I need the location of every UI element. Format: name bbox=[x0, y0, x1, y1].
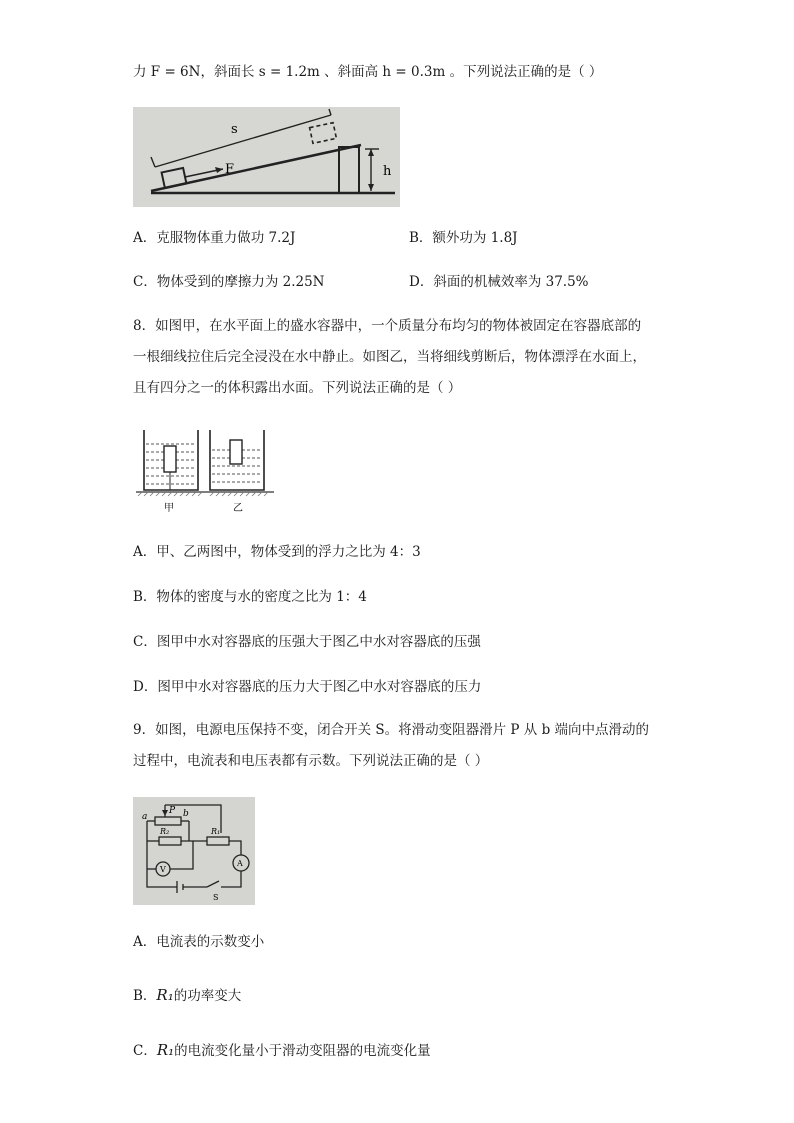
q9-option-c bbox=[133, 1040, 431, 1061]
circuit-diagram bbox=[133, 797, 255, 905]
q8-stem-line-2: 一根细线拉住后完全浸没在水中静止。如图乙，当将细线剪断后，物体漂浮在水面上， bbox=[133, 349, 646, 365]
q9-circuit-figure bbox=[133, 797, 255, 905]
q7-option-c: C．物体受到的摩擦力为 2.25N bbox=[133, 274, 325, 290]
q9-option-a: A．电流表的示数变小 bbox=[133, 934, 265, 950]
q9-stem-line-1: 9．如图，电源电压保持不变，闭合开关 S。将滑动变阻器滑片 P 从 b 端向中点滑动的 bbox=[133, 722, 650, 738]
q7-option-b: B．额外功为 1.8J bbox=[409, 230, 518, 246]
q8-stem-line-3: 且有四分之一的体积露出水面。下列说法正确的是（ ） bbox=[133, 380, 462, 396]
label-s: s bbox=[231, 122, 238, 137]
q9-option-c-symbol: R₁ bbox=[156, 1041, 175, 1059]
q8-stem-line-1: 8．如图甲，在水平面上的盛水容器中，一个质量分布均匀的物体被固定在容器底部的 bbox=[133, 318, 642, 334]
label-yi: 乙 bbox=[233, 503, 243, 514]
q8-option-d: D．图甲中水对容器底的压力大于图乙中水对容器底的压力 bbox=[133, 679, 482, 695]
label-a: a bbox=[142, 812, 148, 822]
q9-option-b-prefix: B． bbox=[133, 988, 157, 1004]
label-h: h bbox=[383, 164, 392, 179]
incline-diagram bbox=[133, 107, 400, 207]
label-R1: R₁ bbox=[211, 827, 221, 836]
q7-option-d: D．斜面的机械效率为 37.5% bbox=[409, 274, 589, 290]
q8-option-b: B．物体的密度与水的密度之比为 1：4 bbox=[133, 589, 367, 605]
q9-option-b-text: 的功率变大 bbox=[173, 988, 242, 1004]
q9-option-b-symbol: R₁ bbox=[156, 986, 174, 1004]
q9-option-b bbox=[133, 985, 241, 1006]
label-R2: R₂ bbox=[160, 827, 170, 836]
q8-containers-figure bbox=[136, 428, 276, 516]
q7-incline-figure bbox=[133, 107, 400, 207]
label-A: A bbox=[237, 859, 243, 868]
q8-option-c: C．图甲中水对容器底的压强大于图乙中水对容器底的压强 bbox=[133, 634, 481, 650]
label-F: F bbox=[225, 162, 235, 177]
label-S: S bbox=[213, 893, 219, 902]
q7-stem-line: 力 F = 6N，斜面长 s = 1.2m 、斜面高 h = 0.3m 。下列说法正确的是（ ） bbox=[133, 64, 603, 80]
label-P: P bbox=[169, 806, 176, 816]
q9-option-c-text: 的电流变化量小于滑动变阻器的电流变化量 bbox=[174, 1043, 431, 1059]
q7-option-a: A．克服物体重力做功 7.2J bbox=[133, 230, 296, 246]
q9-stem-line-2: 过程中，电流表和电压表都有示数。下列说法正确的是（ ） bbox=[133, 753, 489, 769]
q9-option-c-prefix: C． bbox=[133, 1043, 157, 1059]
q8-option-a: A．甲、乙两图中，物体受到的浮力之比为 4：3 bbox=[133, 544, 421, 560]
label-V: V bbox=[160, 865, 166, 874]
containers-diagram bbox=[136, 428, 276, 516]
label-jia: 甲 bbox=[164, 503, 174, 514]
label-b: b bbox=[183, 809, 189, 819]
